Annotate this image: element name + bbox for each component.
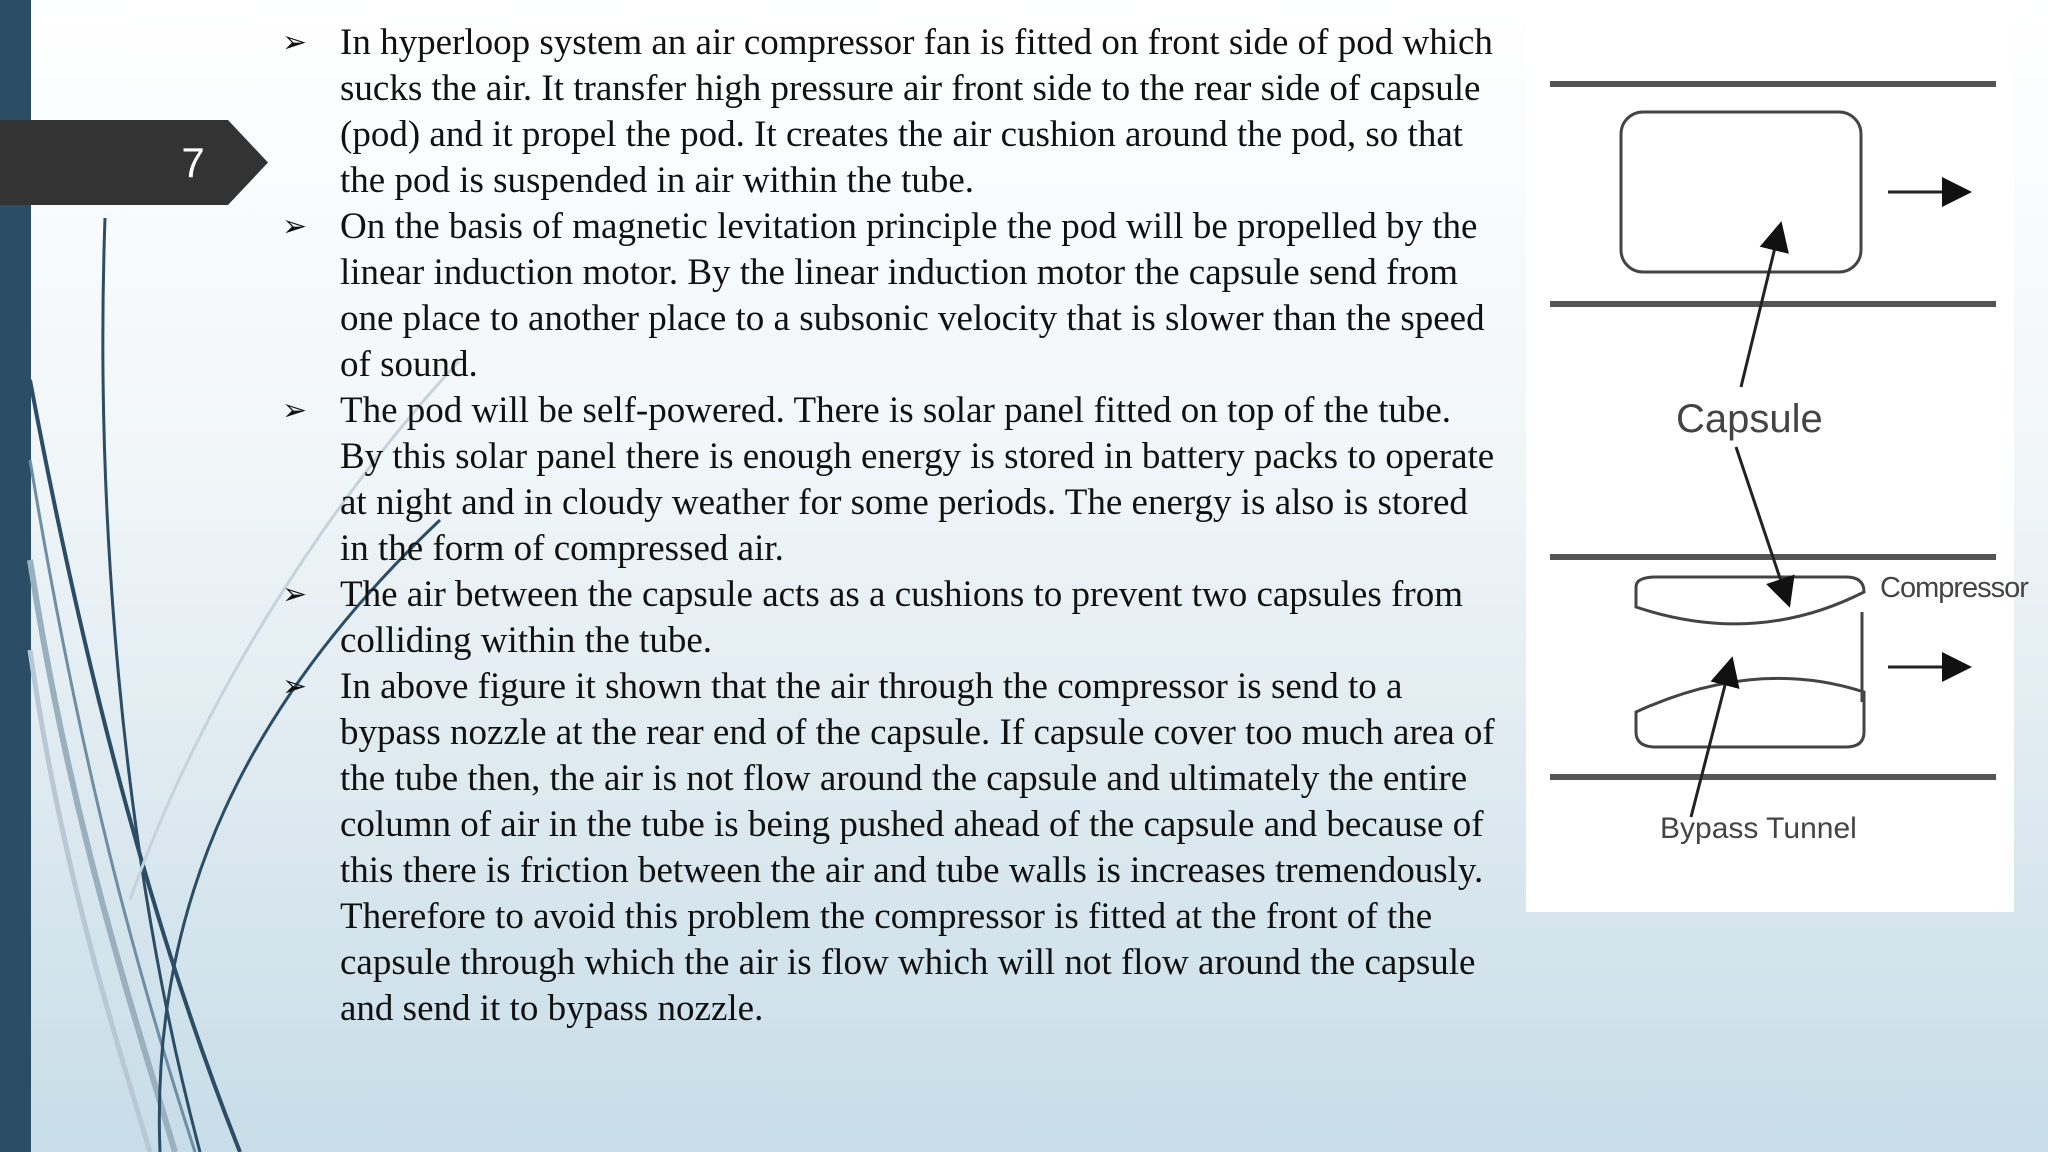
bullet-item [282, 204, 1502, 388]
hyperloop-figure [1526, 12, 2028, 912]
arrow-bullet-icon: ➢ [282, 670, 308, 703]
compressor-label: Compressor [1880, 572, 2028, 604]
bullet-item [282, 388, 1502, 572]
bullet-text: In above figure it shown that the air through the compressor is send to a bypass nozzle at the rear end of the capsule. If capsule cover too much area of the tube then, the air is not flow around the capsule and ultimately the entire column of air in the tube is being pushed ahead of the capsule and because of this there is friction between the air and tube walls is increases tremendously. Therefore to avoid this problem the compressor is fitted at the front of the capsule through which the air is flow which will not flow around the capsule and send it to bypass nozzle. [340, 666, 1495, 1029]
bypass-tunnel-label: Bypass Tunnel [1660, 812, 1857, 845]
bullet-text: In hyperloop system an air compressor fan is fitted on front side of pod which sucks the air. It transfer high pressure air front side to the rear side of capsule (pod) and it propel the pod. It creates the air cushion around the pod, so that the pod is suspended in air within the tube. [340, 22, 1493, 201]
bullet-text: The pod will be self-powered. There is solar panel fitted on top of the tube. By this solar panel there is enough energy is stored in battery packs to operate at night and in cloudy weather for some periods. The energy is also is stored in the form of compressed air. [340, 390, 1495, 569]
slide-number-tab [0, 120, 268, 205]
bullet-item [282, 20, 1502, 204]
bullet-item [282, 664, 1502, 1032]
lower-capsule-bottom-shape [1636, 678, 1864, 747]
capsule-label: Capsule [1676, 397, 1823, 441]
slide-number: 7 [181, 139, 205, 186]
bullet-item [282, 572, 1502, 664]
bullet-text: On the basis of magnetic levitation principle the pod will be propelled by the linear induction motor. By the linear induction motor the capsule send from one place to another place to a subsonic velocity that is slower than the speed of sound. [340, 206, 1485, 385]
hyperloop-diagram [1526, 12, 2014, 912]
upper-capsule-shape [1621, 112, 1861, 272]
capsule-pointer-arrow-icon [1736, 447, 1788, 602]
arrow-bullet-icon: ➢ [282, 394, 308, 427]
bullet-list [282, 20, 1502, 1032]
arrow-bullet-icon: ➢ [282, 210, 308, 243]
arrow-bullet-icon: ➢ [282, 578, 308, 611]
arrow-bullet-icon: ➢ [282, 26, 308, 59]
bullet-text: The air between the capsule acts as a cushions to prevent two capsules from colliding within the tube. [340, 574, 1463, 661]
lower-capsule-top-shape [1636, 577, 1864, 624]
